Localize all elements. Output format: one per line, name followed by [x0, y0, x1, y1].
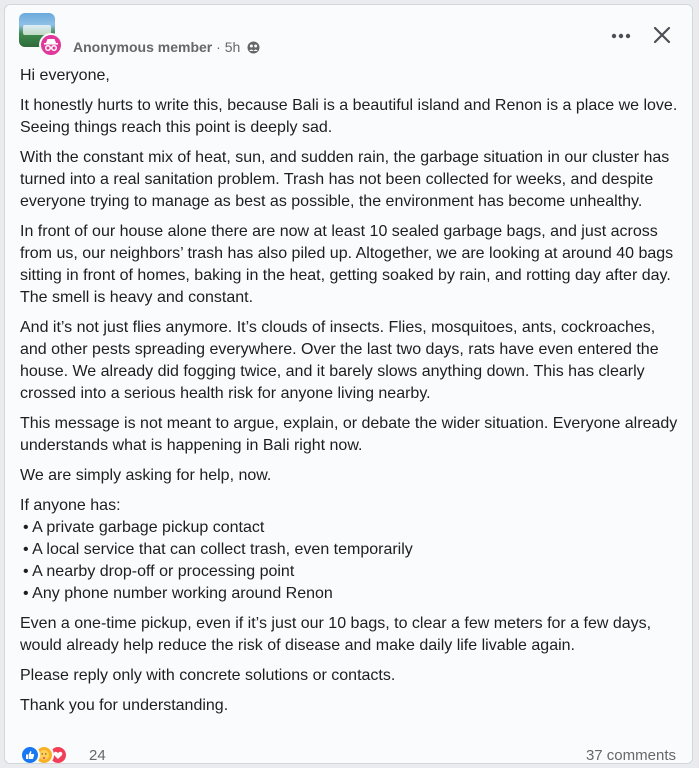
post-paragraph: Thank you for understanding. [20, 697, 229, 714]
post-time[interactable]: 5h [224, 39, 241, 55]
close-button[interactable] [646, 19, 678, 51]
anonymous-icon [43, 38, 59, 52]
reactions-count[interactable]: 24 [89, 747, 106, 764]
post-body [20, 65, 680, 725]
list-item: • Any phone number working around Renon [20, 583, 680, 605]
post-paragraph: With the constant mix of heat, sun, and sudden rain, the garbage situation in our cluster has turned into a real sanitation problem. Trash has not been collected for weeks, and despite everyone trying to manage as best as possible, the environment has become unhealthy. [20, 149, 670, 210]
post-paragraph: It honestly hurts to write this, because Bali is a beautiful island and Renon is a place we love. Seeing things reach this point is deeply sad. [20, 97, 678, 136]
post-meta [73, 39, 260, 55]
post-footer [20, 743, 676, 764]
more-options-icon [611, 33, 631, 39]
group-members-icon[interactable] [247, 41, 260, 54]
post-paragraph: We are simply asking for help, now. [20, 467, 272, 484]
post-paragraph: In front of our house alone there are now at least 10 sealed garbage bags, and just across from us, our neighbors’ trash has also piled up. Altogether, we are looking at around 40 bags sitting in front of homes, baking in the heat, getting soaked by rain, and rotting day after day. The smell is heavy and constant. [20, 223, 674, 306]
author-name[interactable]: Anonymous member [73, 39, 213, 55]
help-list [20, 517, 680, 605]
like-reaction-icon [20, 745, 40, 764]
comments-count-link[interactable]: 37 comments [585, 747, 676, 764]
post-header [19, 13, 678, 57]
post-paragraph: Hi everyone, [20, 67, 110, 84]
post-paragraph: Even a one-time pickup, even if it’s just our 10 bags, to clear a few meters for a few days, would already help reduce the risk of disease and make daily life livable again. [20, 615, 652, 654]
meta-separator: · [216, 39, 221, 55]
post-card [4, 4, 693, 764]
more-options-button[interactable] [606, 23, 636, 49]
list-item: • A private garbage pickup contact [20, 517, 680, 539]
list-item: • A local service that can collect trash, even temporarily [20, 539, 680, 561]
post-paragraph: This message is not meant to argue, explain, or debate the wider situation. Everyone already understands what is happening in Bali right now. [20, 415, 678, 454]
reactions-summary[interactable] [20, 745, 82, 764]
close-icon [653, 26, 671, 44]
list-item: • A nearby drop-off or processing point [20, 561, 680, 583]
list-intro: If anyone has: [20, 497, 121, 514]
post-paragraph: And it’s not just flies anymore. It’s clouds of insects. Flies, mosquitoes, ants, cockroaches, and other pests spreading everywhere. Over the last two days, rats have even entered the house. We already did fogging twice, and it barely slows anything down. This has clearly crossed into a serious health risk for anyone living nearby. [20, 319, 659, 402]
post-paragraph: Please reply only with concrete solutions or contacts. [20, 667, 396, 684]
anonymous-avatar [39, 33, 63, 57]
